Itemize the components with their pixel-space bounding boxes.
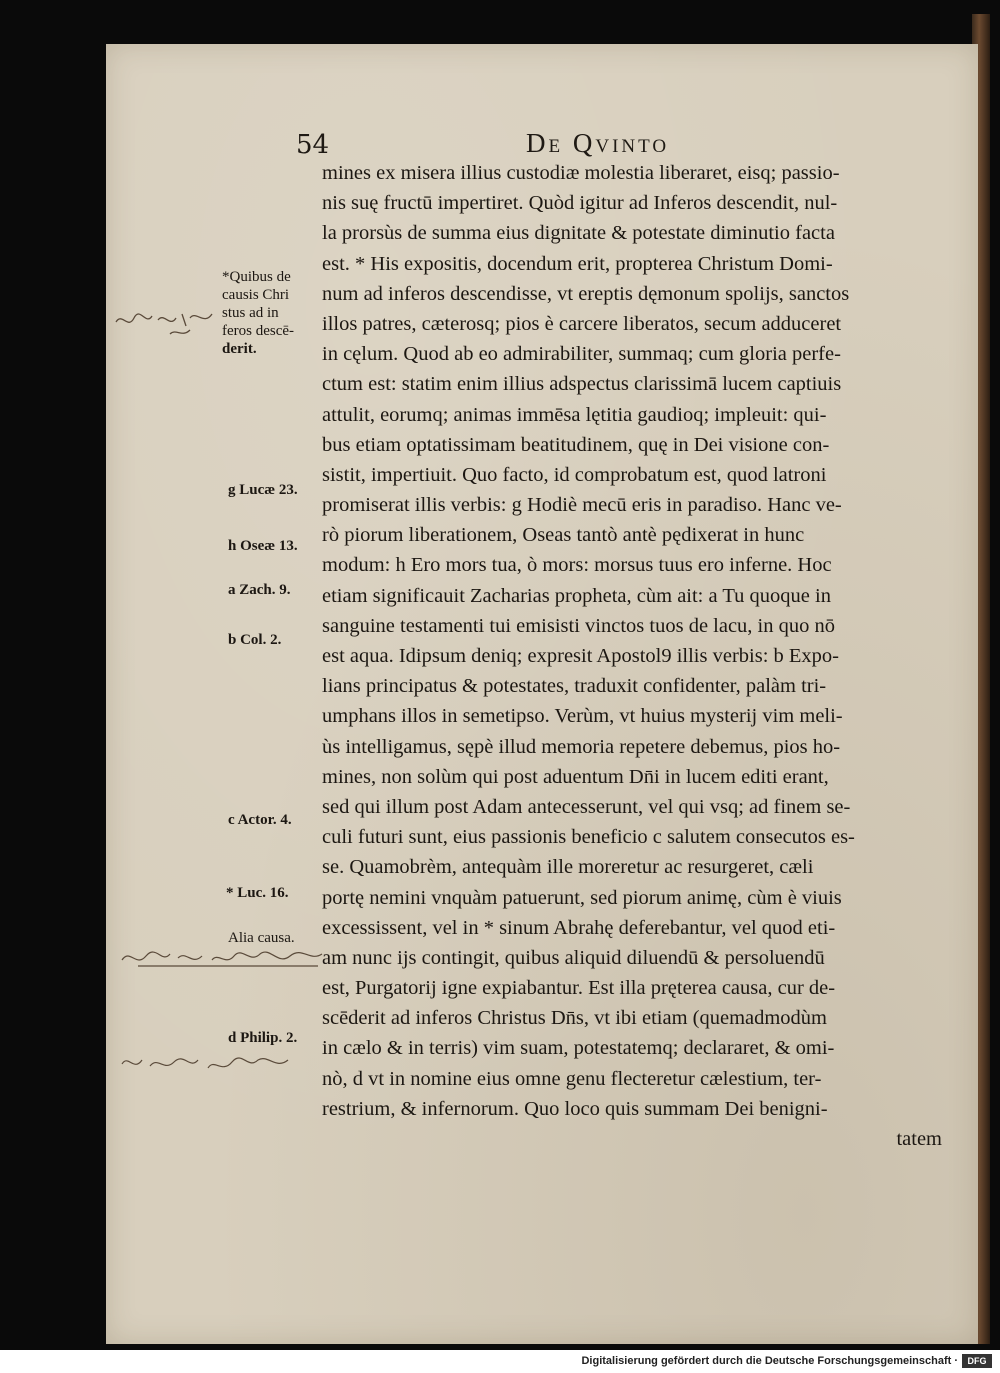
text-line: portę nemini vnquàm patuerunt, sed piorum animę, cùm è viuis [322,886,842,909]
text-line: umphans illos in semetipso. Verùm, vt huius mysterij vim meli- [322,705,843,728]
text-line: modum: h Ero mors tua, ò mors: morsus tuus ero inferne. Hoc [322,554,832,577]
text-line: mines, non solùm qui post aduentum Dn̄i in lucem editi erant, [322,765,829,788]
text-line: restrium, & infernorum. Quo loco quis summam Dei benigni- [322,1097,828,1120]
text-line: est aqua. Idipsum deniq; expresit Apostol9 illis verbis: b Expo- [322,645,839,667]
handwritten-annotation-2 [118,942,328,972]
text-line: ctum est: statim enim illius adspectus clarissimā lucem captiuis [322,373,842,396]
margin-ref-actor: c Actor. 4. [228,812,292,828]
text-line: attulit, eorumq; animas immēsa lętitia gaudioq; impleuit: qui- [322,403,827,426]
text-line: rò piorum liberationem, Oseas tantò antè pędixerat in hunc [322,524,805,547]
text-line: sanguine testamenti tui emisisti vinctos tuos de lacu, in quo nō [322,614,836,637]
margin-ref-lucae: g Lucæ 23. [228,482,298,498]
text-line: scēderit ad inferos Christus Dn̄s, vt ibi etiam (quemadmodùm [322,1007,828,1030]
footer-credit: Digitalisierung gefördert durch die Deutsche Forschungsgemeinschaft · [581,1355,958,1367]
text-line: promiserat illis verbis: g Hodiè mecū eris in paradiso. Hanc ve- [322,494,842,517]
margin-topic-line: derit. [222,341,257,357]
text-line: nis suę fructū impertiret. Quòd igitur ad Inferos descendit, nul- [322,192,838,215]
text-line: etiam significauit Zacharias propheta, cùm ait: a Tu quoque in [322,584,831,607]
main-text-block [322,158,952,1154]
margin-topic-line: causis Chri [222,287,290,303]
margin-ref-luc16: * Luc. 16. [226,885,289,901]
margin-ref-oseae: h Oseæ 13. [228,538,298,554]
digitization-footer [0,1350,1000,1373]
margin-topic-note [222,268,294,358]
handwritten-annotation-1 [112,300,217,340]
text-line: bus etiam optatissimam beatitudinem, quę in Dei visione con- [322,433,830,456]
text-line: se. Quamobrèm, antequàm ille moreretur ac resurgeret, cæli [322,856,814,879]
text-line: excessissent, vel in * sinum Abrahę deferebantur, vel quod eti- [322,916,836,939]
margin-ref-zach: a Zach. 9. [228,582,291,598]
catchword: tatem [896,1128,942,1150]
text-line: mines ex misera illius custodiæ molestia liberaret, eisq; passio- [322,162,840,184]
text-line: la prorsùs de summa eius dignitate & potestate diminutio facta [322,222,835,245]
margin-topic-line: feros descē- [222,323,295,339]
text-line: sistit, impertiuit. Quo facto, id comprobatum est, quod latroni [322,463,827,486]
text-line: num ad inferos descendisse, vt ereptis dęmonum spolijs, sanctos [322,282,850,305]
running-head: De Qvinto [526,128,670,158]
text-line: illos patres, cæterosq; pios è carcere liberatos, secum adduceret [322,312,842,335]
margin-ref-col: b Col. 2. [228,632,282,648]
text-line: am nunc ijs contingit, quibus aliquid diluendū & persoluendū [322,946,825,969]
text-line: nò, d vt in nomine eius omne genu flecteretur cælestium, ter- [322,1067,822,1090]
text-line: culi futuri sunt, eius passionis beneficio c salutem consecutos es- [322,826,855,849]
text-line: lians principatus & potestates, traduxit confidenter, palàm tri- [322,675,827,698]
handwritten-annotation-3 [118,1048,293,1078]
margin-alia-causa: Alia causa. [228,930,295,946]
text-line: in cęlum. Quod ab eo admirabiliter, summaq; cum gloria perfe- [322,343,841,366]
text-line: in cælo & in terris) vim suam, potestatemq; declararet, & omi- [322,1037,835,1060]
text-line: sed qui illum post Adam antecesserunt, vel qui vsq; ad finem se- [322,795,851,818]
margin-topic-line: *Quibus de [222,269,291,285]
margin-ref-philip: d Philip. 2. [228,1030,298,1046]
text-line: est, Purgatorij igne expiabantur. Est illa pręterea causa, cur de- [322,977,836,1000]
text-line: ùs intelligamus, sępè illud memoria repetere debemus, pios ho- [322,735,841,758]
page-number: 54 [296,130,330,160]
dfg-logo: DFG [962,1354,992,1368]
text-line: est. * His expositis, docendum erit, propterea Christum Domi- [322,252,833,275]
margin-topic-line: stus ad in [222,305,279,321]
